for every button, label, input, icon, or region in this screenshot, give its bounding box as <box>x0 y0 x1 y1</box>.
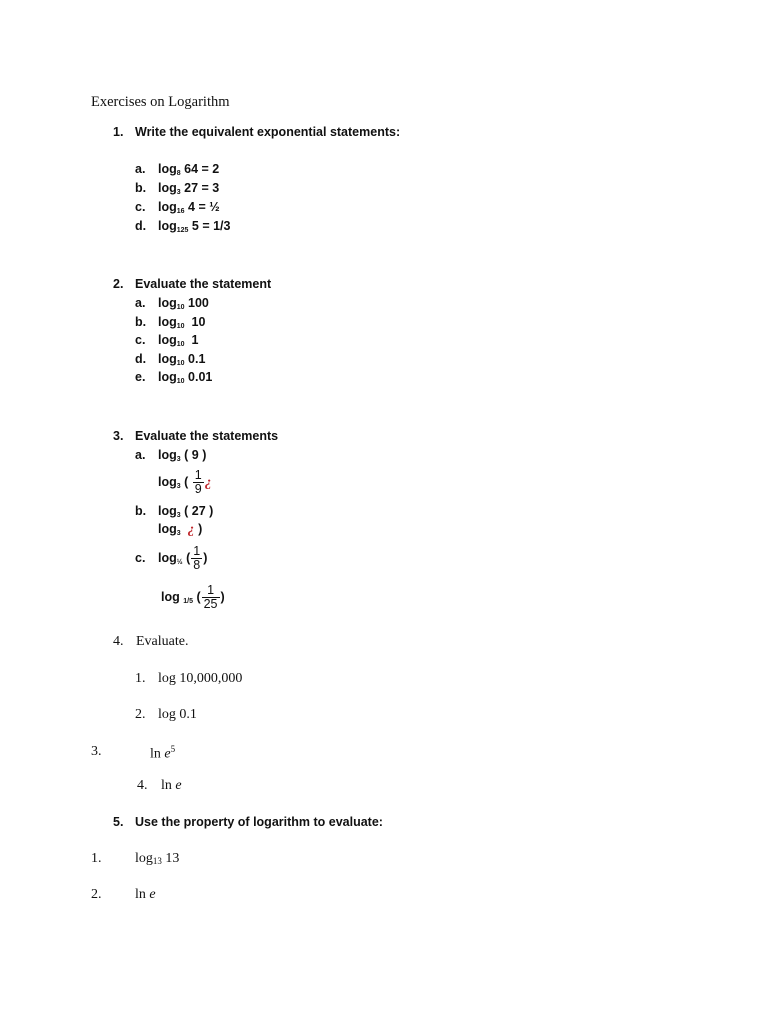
q4-item-3: $\ln e^5$ <box>150 744 176 762</box>
list-item-letter: b. <box>135 181 147 195</box>
q4-heading: Evaluate. <box>136 634 189 649</box>
q5-item-1: $\log_{13} 13$ <box>135 851 180 866</box>
q3c-letter: c. <box>135 551 146 565</box>
fraction-numerator: 1 <box>193 544 201 559</box>
q4-item-4: ln e <box>161 778 182 793</box>
q1-number: 1. <box>113 125 124 139</box>
q3b-line2: $\log_3$ ¿ ) <box>158 522 203 537</box>
list-item: $\log_{125} 5 = 1/3$ <box>158 219 231 234</box>
fraction-denominator: 8 <box>193 558 201 573</box>
q4-item-number: 2. <box>135 707 146 722</box>
q3c-line2: log $_{1/5}$ ( $\frac{1}{25}$ ) <box>161 583 225 612</box>
list-item-letter: d. <box>135 219 147 233</box>
q4-item-number: 3. <box>91 744 102 759</box>
q5-item-number: 1. <box>91 851 102 866</box>
fraction-denominator: 9 <box>194 482 202 497</box>
list-item: $\log_{10} 0.01$ <box>158 370 213 385</box>
q1-heading: Write the equivalent exponential statements: <box>135 125 401 139</box>
q4-item-2: log 0.1 <box>158 707 197 722</box>
list-item: $\log_{10} 0.1$ <box>158 351 206 367</box>
q5-number: 5. <box>113 815 124 829</box>
q5-heading: Use the property of logarithm to evaluate: <box>135 815 383 829</box>
q3a-line1: $\log_3$ ( 9 ) <box>158 448 207 463</box>
fraction-numerator: 1 <box>194 468 202 483</box>
list-item: $\log_{10} 10$ <box>158 314 206 330</box>
q3a-line2: $\log_3$ ( $\frac{1}{9}$ ¿ <box>158 468 212 497</box>
list-item: $\log_{10} 100$ <box>158 296 209 311</box>
list-item-letter: d. <box>135 351 147 366</box>
list-item: $\log_8 64 = 2$ <box>158 162 220 177</box>
list-item: $\log_3 27 = 3$ <box>158 181 220 196</box>
page-title: Exercises on Logarithm <box>91 94 230 110</box>
q5-item-number: 2. <box>91 887 102 902</box>
q3-heading: Evaluate the statements <box>135 429 279 443</box>
list-item: $\log_{10} 1$ <box>158 333 199 348</box>
list-item-letter: c. <box>135 200 146 214</box>
list-item-letter: c. <box>135 333 146 347</box>
q4-item-1: log 10,000,000 <box>158 671 243 686</box>
q4-item-number: 4. <box>137 778 148 793</box>
q5-item-2: ln e <box>135 887 156 902</box>
q4-number: 4. <box>113 634 124 649</box>
q3b-letter: b. <box>135 504 147 518</box>
q4-item-number: 1. <box>135 671 146 686</box>
q2-number: 2. <box>113 277 124 291</box>
list-item: $\log_{16} 4$ = ½ <box>158 200 220 215</box>
symbol-mark: ¿ <box>187 522 195 537</box>
list-item-letter: b. <box>135 314 147 329</box>
q3b-line1: $\log_3$ ( 27 ) <box>158 504 214 519</box>
fraction-numerator: 1 <box>207 583 215 598</box>
q3c-line1: $\log_{\frac{1}{2}}$ ( $\frac{1}{8}$ ) <box>158 544 208 573</box>
q3-number: 3. <box>113 429 124 443</box>
q3a-letter: a. <box>135 448 146 462</box>
fraction-denominator: 25 <box>203 597 218 612</box>
q2-heading: Evaluate the statement <box>135 277 272 291</box>
list-item-letter: a. <box>135 162 146 176</box>
symbol-mark: ¿ <box>204 475 212 490</box>
list-item-letter: e. <box>135 370 146 384</box>
list-item-letter: a. <box>135 296 146 310</box>
